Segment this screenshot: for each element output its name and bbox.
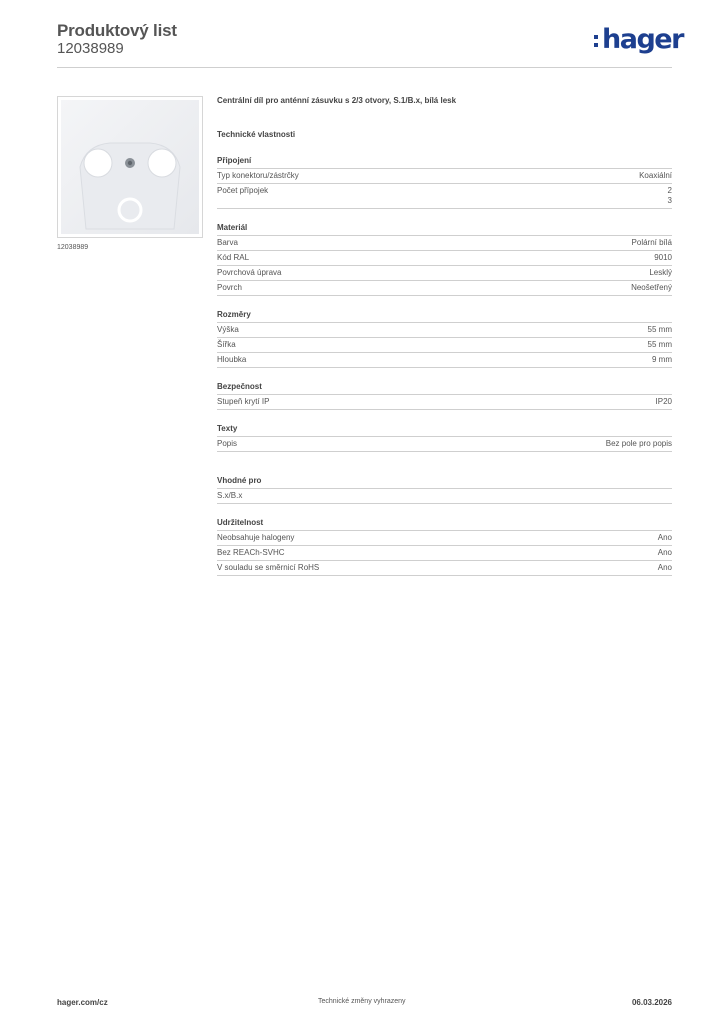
spec-label: Výška	[217, 325, 239, 334]
spec-value-line: Lesklý	[649, 268, 672, 277]
spec-value-line: Bez pole pro popis	[605, 439, 672, 448]
spec-label: Povrch	[217, 283, 242, 292]
spec-value	[658, 548, 672, 558]
spec-value	[648, 325, 672, 335]
spec-row	[217, 266, 672, 281]
spec-value-line: 3	[667, 196, 672, 205]
section-title: Texty	[217, 424, 672, 437]
spec-value	[652, 355, 672, 365]
technical-properties-heading: Technické vlastnosti	[217, 130, 296, 139]
section-title: Bezpečnost	[217, 382, 672, 395]
spec-value	[658, 533, 672, 543]
section-title: Rozměry	[217, 310, 672, 323]
spec-value-line: Ano	[657, 563, 672, 572]
spec-row	[217, 353, 672, 368]
spec-value-line: 55 mm	[647, 325, 672, 334]
spec-value	[656, 397, 672, 407]
spec-row	[217, 546, 672, 561]
spec-value-line: 9010	[654, 253, 672, 262]
section-title: Připojení	[217, 156, 672, 169]
spec-value-line: 55 mm	[647, 340, 672, 349]
antenna-socket-cover-icon	[58, 97, 202, 237]
footer-website: hager.com/cz	[57, 998, 108, 1007]
spec-row	[217, 281, 672, 296]
product-number: 12038989	[57, 40, 124, 57]
page-title: Produktový list	[57, 21, 177, 40]
spec-row	[217, 395, 672, 410]
spec-label: Bez REACh-SVHC	[217, 548, 285, 557]
spec-row	[217, 184, 672, 209]
spec-value	[606, 439, 672, 449]
spec-row	[217, 323, 672, 338]
spec-value-line: 2	[667, 186, 672, 195]
spec-value-line: 9 mm	[652, 355, 672, 364]
spec-label: Šířka	[217, 340, 236, 349]
footer-note: Technické změny vyhrazeny	[318, 998, 406, 1005]
image-caption: 12038989	[57, 244, 89, 251]
spec-row	[217, 251, 672, 266]
spec-sections	[217, 156, 672, 576]
spec-row	[217, 437, 672, 452]
spec-value-line: IP20	[655, 397, 672, 406]
spec-value	[654, 253, 672, 263]
spec-label: Počet přípojek	[217, 186, 269, 195]
spec-value-line: Neošetřený	[631, 283, 672, 292]
spec-value	[639, 171, 672, 181]
section-title: Vhodné pro	[217, 476, 672, 489]
spec-value	[631, 283, 672, 293]
spec-label: Kód RAL	[217, 253, 250, 262]
spec-value	[658, 563, 672, 573]
spec-label: V souladu se směrnicí RoHS	[217, 563, 320, 572]
logo-text: hager	[602, 24, 683, 55]
product-spec-content	[217, 96, 672, 576]
spec-row	[217, 561, 672, 576]
footer-date: 06.03.2026	[631, 998, 672, 1007]
section-title: Materiál	[217, 223, 672, 236]
section-title: Udržitelnost	[217, 518, 672, 531]
spec-value	[649, 268, 672, 278]
hager-logo	[594, 25, 683, 55]
spec-row	[217, 236, 672, 251]
spec-label: S.x/B.x	[217, 491, 243, 500]
spec-label: Stupeň krytí IP	[217, 397, 270, 406]
spec-label: Popis	[217, 439, 238, 448]
spec-label: Neobsahuje halogeny	[217, 533, 295, 542]
spec-value-line: Polární bílá	[631, 238, 672, 247]
spec-value-line: Ano	[657, 533, 672, 542]
spec-value	[668, 186, 672, 206]
spec-value	[648, 340, 672, 350]
spec-row	[217, 531, 672, 546]
product-image	[57, 96, 203, 238]
header-divider	[57, 67, 672, 68]
spec-row	[217, 169, 672, 184]
spec-value	[632, 238, 672, 248]
spec-label: Hloubka	[217, 355, 247, 364]
spec-value-line: Ano	[657, 548, 672, 557]
spec-label: Barva	[217, 238, 238, 247]
spec-value-line: Koaxiální	[639, 171, 672, 180]
spec-label: Povrchová úprava	[217, 268, 282, 277]
product-description: Centrální díl pro anténní zásuvku s 2/3 otvory, S.1/B.x, bílá lesk	[217, 96, 457, 105]
logo-colon-icon	[594, 35, 599, 51]
spec-label: Typ konektoru/zástrčky	[217, 171, 299, 180]
spec-row	[217, 338, 672, 353]
spec-row	[217, 489, 672, 504]
